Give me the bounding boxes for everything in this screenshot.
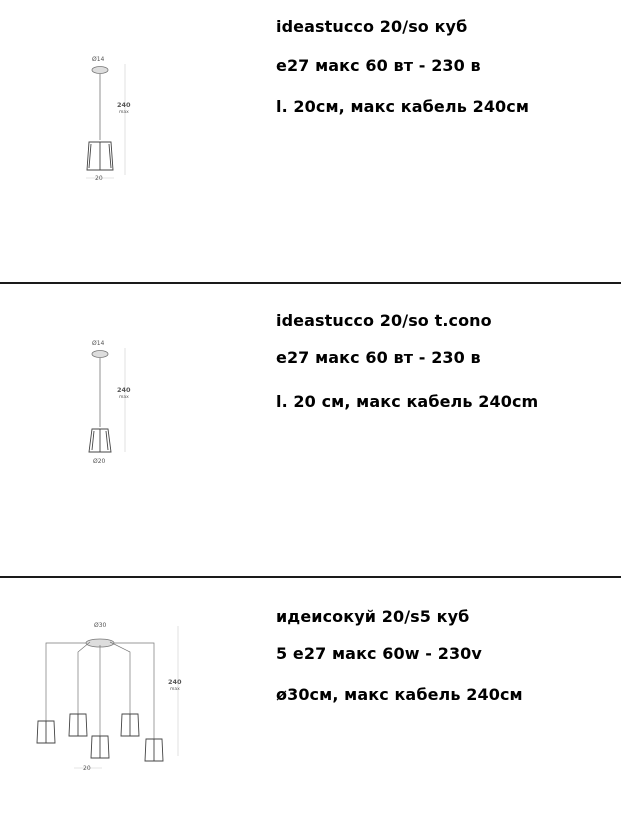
product-power: e27 макс 60 вт - 230 в [276,348,481,367]
product-section-3 [0,578,621,816]
product-section-2 [0,284,621,577]
product-dimensions: ø30см, макс кабель 240см [276,685,523,704]
product-section-1 [0,0,621,283]
product-drawing-3 [30,616,190,816]
height-value-label: 240 [168,678,182,686]
height-unit-label: max [170,687,180,692]
top-diameter-label: Ø14 [92,340,105,347]
top-diameter-label: Ø14 [92,56,105,63]
bottom-dimension-label: 20 [95,175,103,182]
height-value-label: 240 [117,101,131,109]
product-power: e27 макс 60 вт - 230 в [276,56,481,75]
height-unit-label: max [119,110,129,115]
product-dimensions: l. 20см, макс кабель 240см [276,97,530,116]
product-power: 5 e27 макс 60w - 230v [276,644,482,663]
lamp-shade-cone [89,429,111,452]
ceiling-canopy [92,67,108,74]
ceiling-canopy [92,351,108,358]
lamp-shade-cube [87,142,113,170]
product-dimensions: l. 20 см, макс кабель 240cm [276,392,539,411]
product-name: ideastucco 20/so куб [276,17,468,36]
height-value-label: 240 [117,386,131,394]
product-name: ideastucco 20/so t.cono [276,311,492,330]
product-name: идеисокуй 20/s5 куб [276,607,470,626]
bottom-dimension-label: 20 [83,765,91,772]
suspension-cables [46,642,154,739]
product-drawing-2 [60,334,180,534]
product-drawing-1 [60,50,180,250]
bottom-dimension-label: Ø20 [93,458,106,465]
top-diameter-label: Ø30 [94,622,107,629]
height-unit-label: max [119,395,129,400]
